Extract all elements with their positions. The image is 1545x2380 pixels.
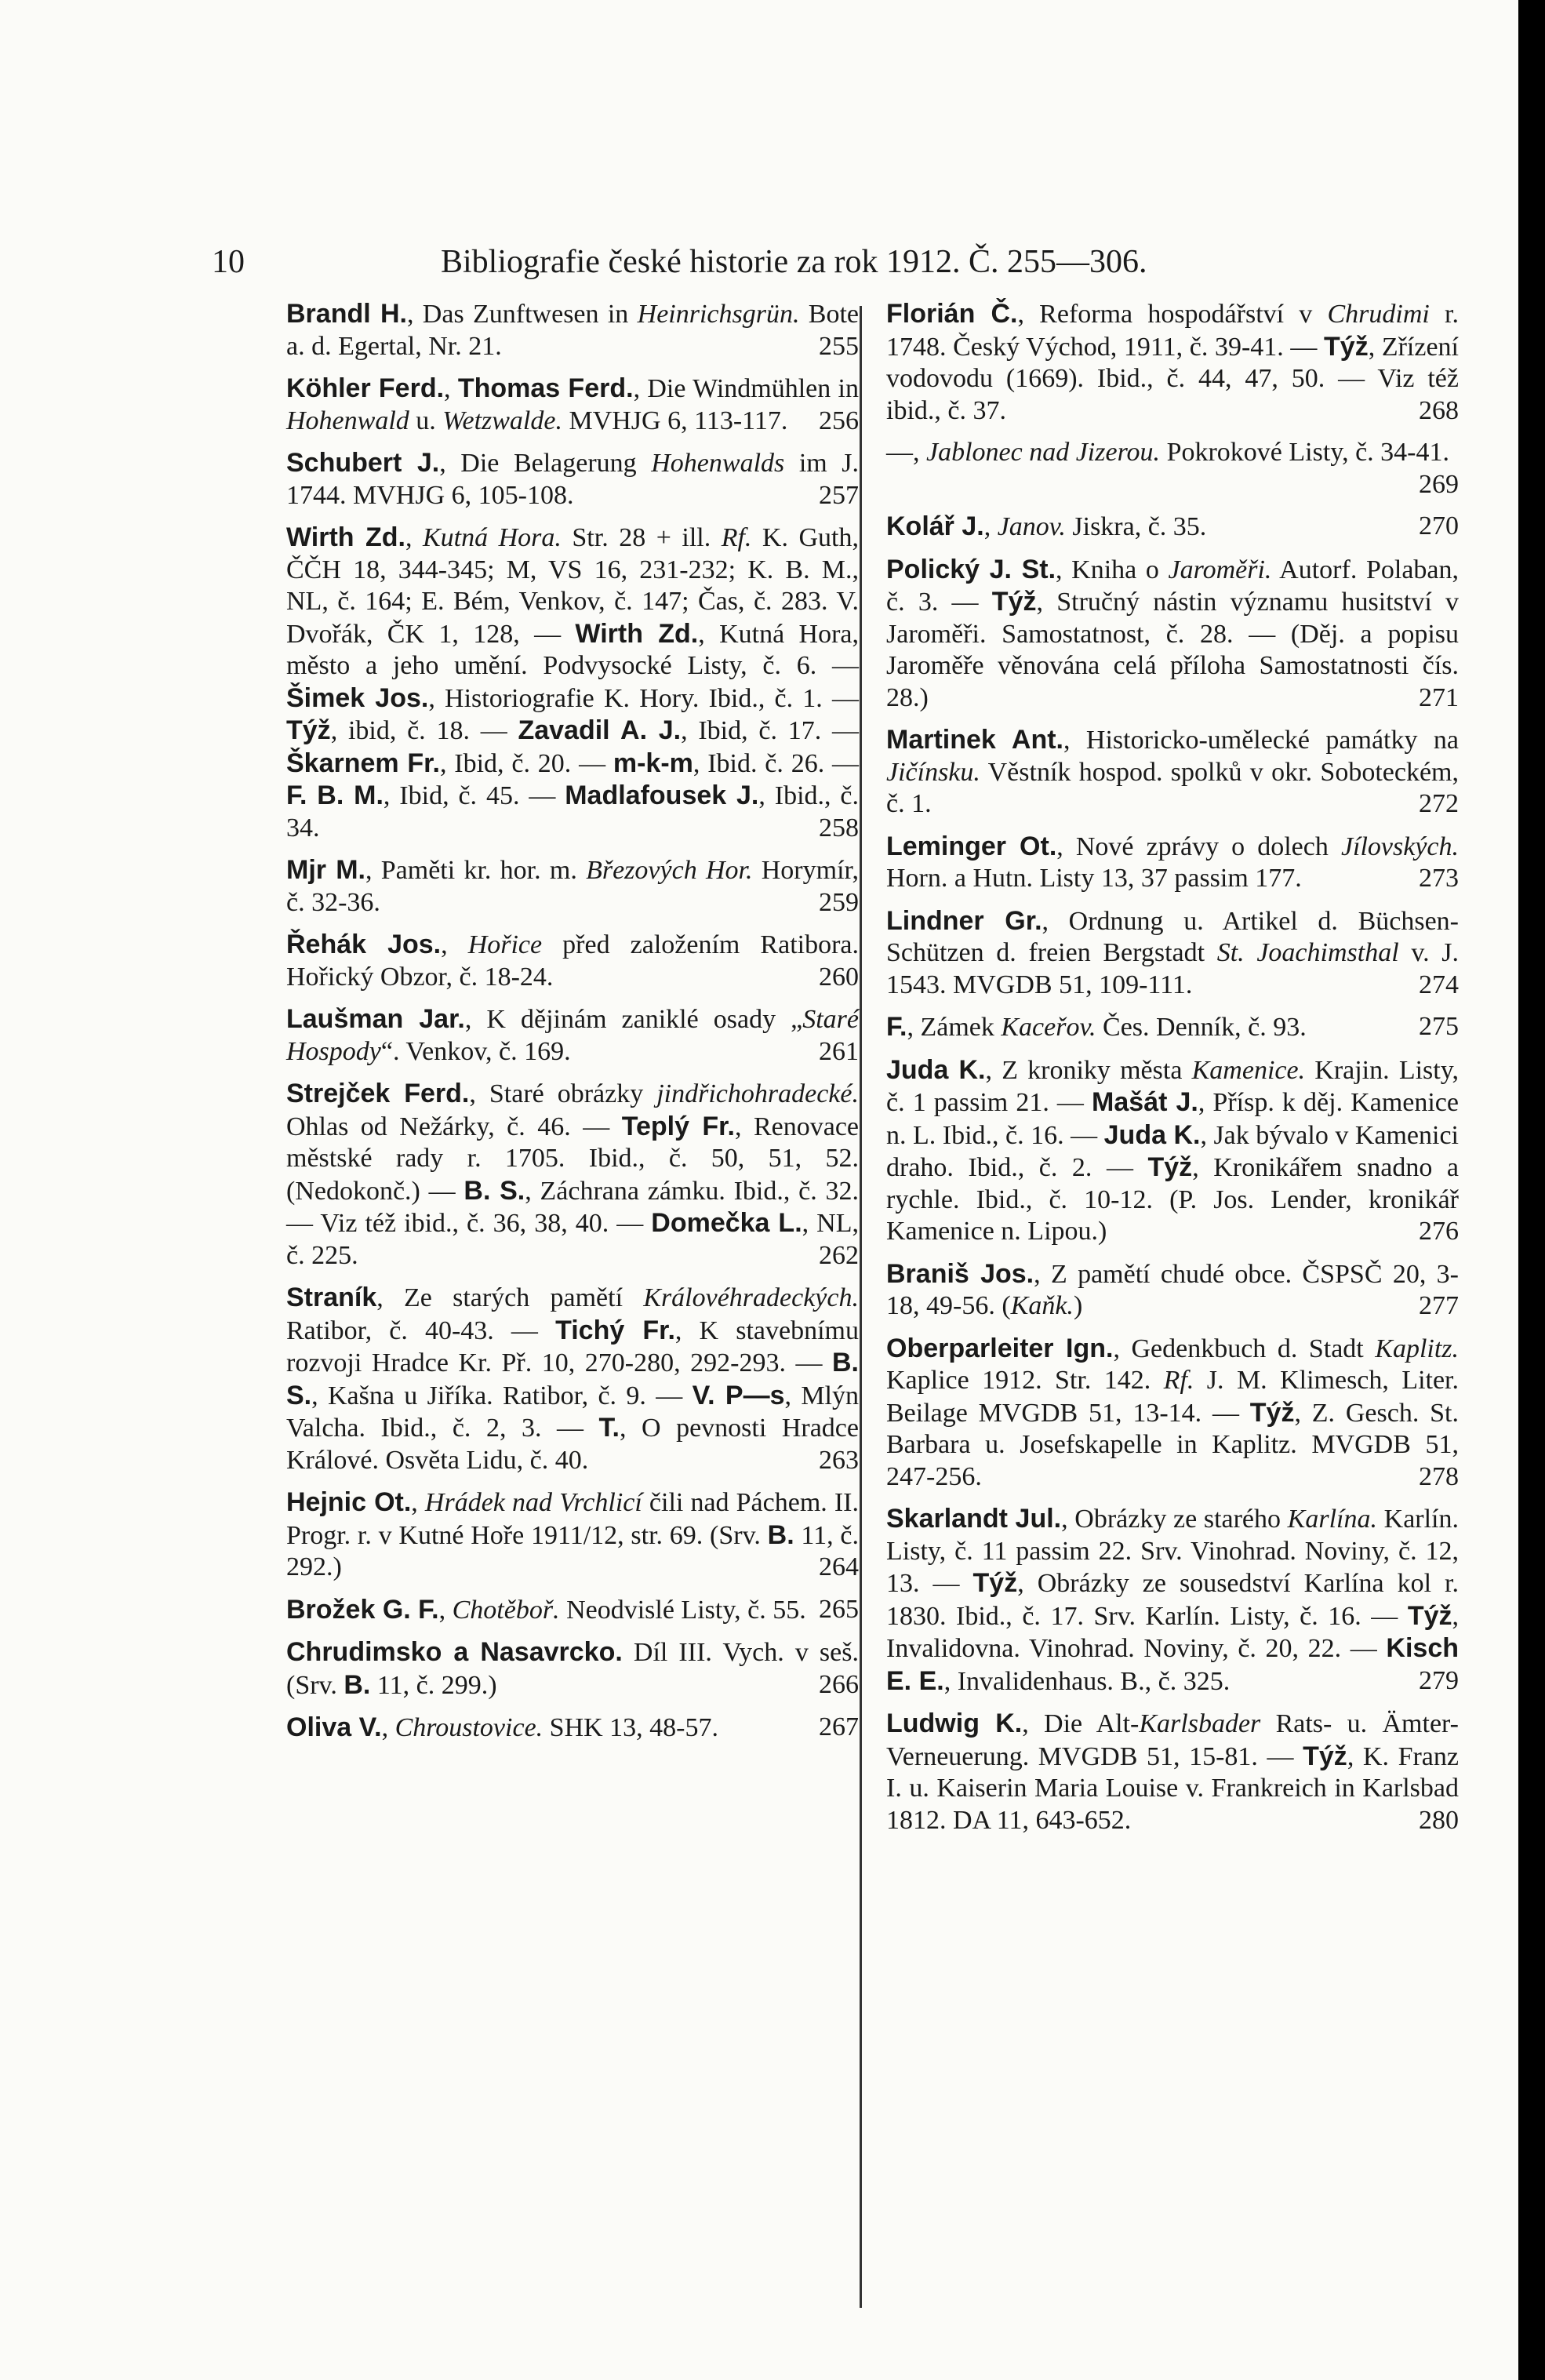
entry-text: Straník, Ze starých pamětí Královéhradeckých. Ratibor, č. 40-43. — Tichý Fr., K stavebnímu rozvoji Hradce Kr. Př. 10, 270-280, 292-293. — B. S., Kašna u Jiříka. Ratibor, č. 9. — V. P—s, Mlýn Valcha. Ibid., č. 2, 3. — T., O pevnosti Hradce Králové. Osvěta Lidu, č. 40. [286, 1283, 860, 1475]
entry-text: Kolář J., Janov. Jiskra, č. 35. [886, 511, 1207, 541]
bibliography-entry [286, 1078, 859, 1273]
entry-text: Chrudimsko a Nasavrcko. Díl III. Vych. v seš. (Srv. B. 11, č. 299.) [286, 1637, 859, 1700]
entry-number: 257 [819, 480, 859, 510]
entry-text: Brožek G. F., Chotěboř. Neodvislé Listy, č. 55. [286, 1594, 806, 1625]
entry-number: 262 [819, 1240, 859, 1270]
entry-text: Lindner Gr., Ordnung u. Artikel d. Büchsen-Schützen d. freien Bergstadt St. Joachimsthal v. J. 1543. MVGDB 51, 109-111. [886, 905, 1460, 999]
entry-number: 266 [819, 1669, 859, 1699]
entry-number: 278 [1419, 1461, 1459, 1491]
entry-number: 269 [1419, 469, 1459, 499]
bibliography-entry [886, 511, 1459, 545]
bibliography-entry [886, 724, 1459, 822]
entry-text: Martinek Ant., Historicko-umělecké památky na Jičínsku. Věstník hospod. spolků v okr. Soboteckém, č. 1. [886, 725, 1459, 818]
running-title: Bibliografie české historie za rok 1912. Č. 255—306. [441, 244, 1147, 280]
entry-number: 264 [819, 1552, 859, 1581]
entry-number: 271 [1419, 682, 1459, 712]
entry-number: 256 [819, 406, 859, 435]
entry-text: Leminger Ot., Nové zprávy o dolech Jílovských. Horn. a Hutn. Listy 13, 37 passim 177. [886, 831, 1460, 893]
bibliography-entry [286, 1487, 859, 1585]
entry-text: Řehák Jos., Hořice před založením Ratibora. Hořický Obzor, č. 18-24. [286, 930, 860, 992]
entry-text: Skarlandt Jul., Obrázky ze starého Karlína. Karlín. Listy, č. 11 passim 22. Srv. Vinohrad. Noviny, č. 12, 13. — Týž, Obrázky ze sousedství Karlína kol r. 1830. Ibid., č. 17. Srv. Karlín. Listy, č. 16. — Týž, Invalidovna. Vinohrad. Noviny, č. 20, 22. — Kisch E. E., Invalidenhaus. B., č. 325. [886, 1504, 1459, 1696]
bibliography-entry [286, 1712, 859, 1746]
right-column [886, 298, 1459, 1847]
entry-number: 277 [1419, 1291, 1459, 1320]
bibliography-entry [286, 1636, 859, 1703]
entry-text: Juda K., Z kroniky města Kamenice. Krajin. Listy, č. 1 passim 21. — Mašát J., Přísp. k děj. Kamenice n. L. Ibid., č. 16. — Juda K., Jak bývalo v Kamenici draho. Ibid., č. 2. — Týž, Kronikářem snadno a rychle. Ibid., č. 10-12. (P. Jos. Lender, kronikář Kamenice n. Lipou.) [886, 1054, 1460, 1246]
bibliography-entry [886, 437, 1459, 502]
entry-number: 274 [1419, 970, 1459, 999]
bibliography-entry [886, 905, 1459, 1003]
entry-text: Schubert J., Die Belagerung Hohenwalds im J. 1744. MVHJG 6, 105-108. [286, 448, 860, 510]
left-column [286, 298, 859, 1755]
bibliography-entry [886, 1054, 1459, 1250]
bibliography-entry [886, 1011, 1459, 1046]
bibliography-entry [286, 447, 859, 513]
entry-text: Florián Č., Reforma hospodářství v Chrudimi r. 1748. Český Východ, 1911, č. 39-41. — Týž, Zřízení vodovodu (1669). Ibid., č. 44, 47, 50. — Viz též ibid., č. 37. [886, 299, 1459, 425]
entry-text: Strejček Ferd., Staré obrázky jindřichohradecké. Ohlas od Nežárky, č. 46. — Teplý Fr., Renovace městské rady r. 1705. Ibid., č. 50, 51, 52. (Nedokonč.) — B. S., Záchrana zámku. Ibid., č. 32. — Viz též ibid., č. 36, 38, 40. — Domečka L., NL, č. 225. [286, 1079, 860, 1270]
entry-text: Braniš Jos., Z pamětí chudé obce. ČSPSČ 20, 3-18, 49-56. (Kaňk.) [886, 1258, 1459, 1320]
entry-text: Polický J. St., Kniha o Jaroměři. Autorf. Polaban, č. 3. — Týž, Stručný nástin významu husitství v Jaroměři. Samostatnost, č. 28. — (Děj. a popisu Jaroměře věnována celá příloha Samostatnosti čís. 28.) [886, 554, 1460, 712]
bibliography-entry [886, 298, 1459, 428]
bibliography-entry [886, 831, 1459, 897]
entry-number: 260 [819, 962, 859, 992]
entry-text: Hejnic Ot., Hrádek nad Vrchlicí čili nad Páchem. II. Progr. r. v Kutné Hoře 1911/12, str. 69. (Srv. B. 11, č. 292.) [286, 1487, 860, 1581]
entry-text: Oliva V., Chroustovice. SHK 13, 48-57. [286, 1712, 718, 1742]
entry-text: Laušman Jar., K dějinám zaniklé osady „Staré Hospody“. Venkov, č. 169. [286, 1004, 859, 1066]
entry-number: 275 [1419, 1012, 1459, 1041]
bibliography-entry [286, 298, 859, 364]
entry-number: 279 [1419, 1665, 1459, 1695]
entry-text: F., Zámek Kaceřov. Čes. Denník, č. 93. [886, 1012, 1307, 1042]
bibliography-entry [886, 1708, 1459, 1838]
entry-text: Mjr M., Paměti kr. hor. m. Březových Hor. Horymír, č. 32-36. [286, 855, 859, 917]
entry-number: 267 [819, 1712, 859, 1741]
bibliography-entry [886, 1258, 1459, 1324]
bibliography-entry [286, 373, 859, 439]
bibliography-entry [886, 554, 1459, 716]
column-divider [860, 306, 862, 2308]
bibliography-entry [286, 1282, 859, 1478]
entry-number: 280 [1419, 1805, 1459, 1835]
bibliography-entry [886, 1503, 1459, 1699]
bibliography-entry [286, 854, 859, 920]
entry-number: 259 [819, 887, 859, 917]
bibliography-entry [286, 1003, 859, 1069]
entry-text: —, Jablonec nad Jizerou. Pokrokové Listy, č. 34-41. [886, 438, 1449, 467]
bibliography-entry [286, 1594, 859, 1629]
bibliography-entry [286, 929, 859, 995]
entry-number: 263 [819, 1445, 859, 1475]
bibliography-entry [286, 522, 859, 846]
page-header [0, 243, 1518, 290]
entry-number: 265 [819, 1594, 859, 1624]
page-number: 10 [212, 244, 245, 280]
entry-text: Ludwig K., Die Alt-Karlsbader Rats- u. Ämter-Verneuerung. MVGDB 51, 15-81. — Týž, K. Franz I. u. Kaiserin Maria Louise v. Frankreich in Karlsbad 1812. DA 11, 643-652. [886, 1709, 1459, 1835]
entry-number: 258 [819, 813, 859, 842]
entry-number: 273 [1419, 864, 1459, 893]
entry-text: Brandl H., Das Zunftwesen in Heinrichsgrün. Bote a. d. Egertal, Nr. 21. [286, 299, 860, 361]
entry-text: Köhler Ferd., Thomas Ferd., Die Windmühlen in Hohenwald u. Wetzwalde. MVHJG 6, 113-117. [286, 373, 860, 435]
entry-number: 276 [1419, 1217, 1459, 1246]
entry-text: Wirth Zd., Kutná Hora. Str. 28 + ill. Rf. K. Guth, ČČH 18, 344-345; M, VS 16, 231-232; K. B. M., NL, č. 164; E. Bém, Venkov, č. 147; Čas, č. 283. V. Dvořák, ČK 1, 128, — Wirth Zd., Kutná Hora, město a jeho umění. Podvysocké Listy, č. 6. — Šimek Jos., Historiografie K. Hory. Ibid., č. 1. — Týž, ibid, č. 18. — Zavadil A. J., Ibid, č. 17. — Škarnem Fr., Ibid, č. 20. — m-k-m, Ibid. č. 26. — F. B. M., Ibid, č. 45. — Madlafousek J., Ibid., č. 34. [286, 522, 860, 842]
entry-number: 272 [1419, 789, 1459, 818]
bibliography-entry [886, 1333, 1459, 1495]
entry-number: 261 [819, 1036, 859, 1066]
entry-text: Oberparleiter Ign., Gedenkbuch d. Stadt Kaplitz. Kaplice 1912. Str. 142. Rf. J. M. Klimesch, Liter. Beilage MVGDB 51, 13-14. — Týž, Z. Gesch. St. Barbara u. Josefskapelle in Kaplitz. MVGDB 51, 247-256. [886, 1333, 1460, 1491]
entry-number: 255 [819, 331, 859, 361]
entry-number: 268 [1419, 395, 1459, 425]
entry-number: 270 [1419, 511, 1459, 540]
